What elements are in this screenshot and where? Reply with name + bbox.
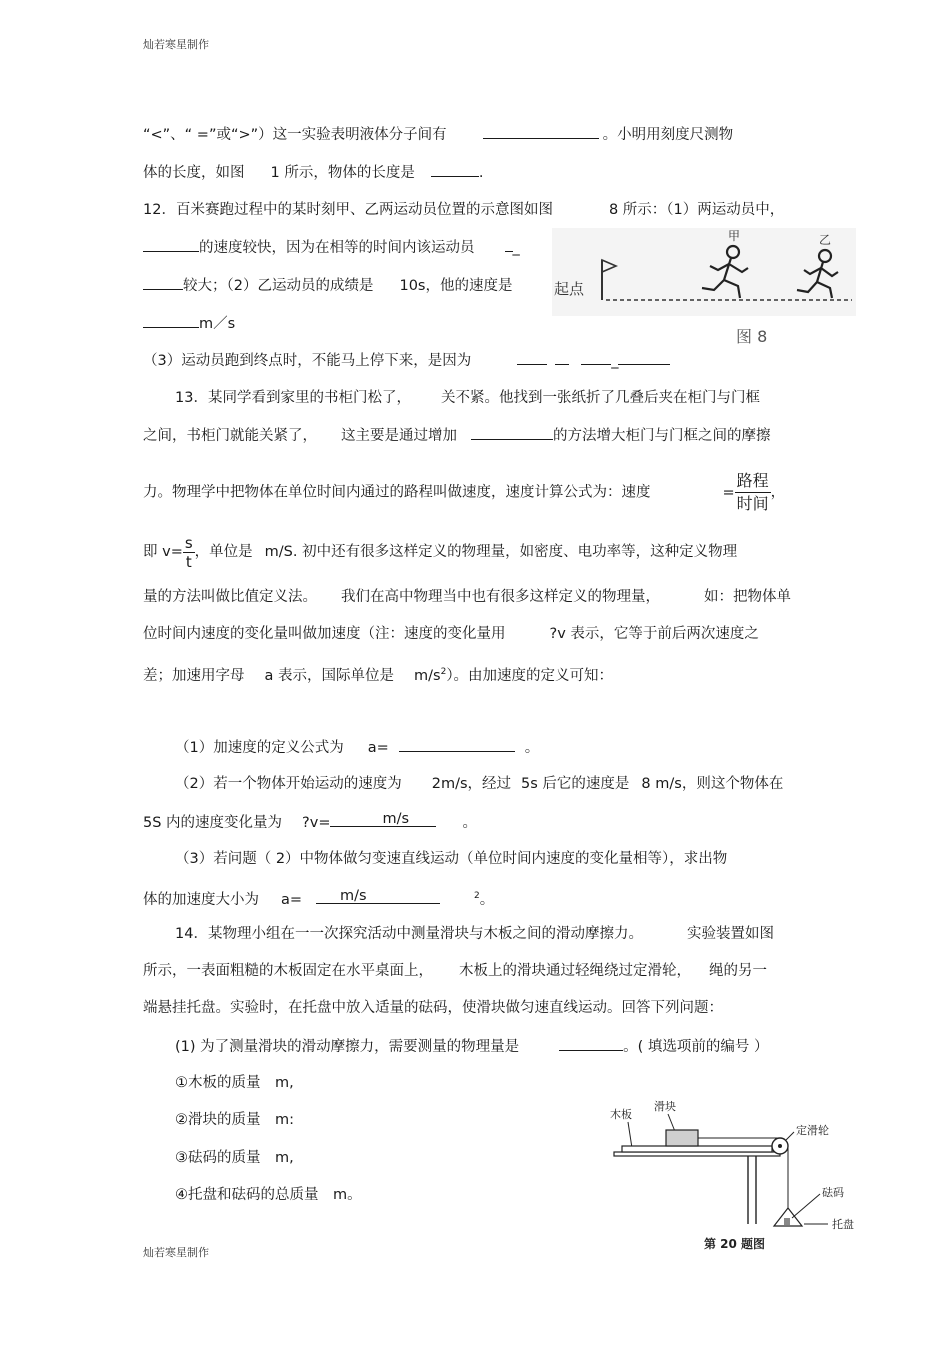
q13-line3: 力。物理学中把物体在单位时间内通过的路程叫做速度，速度计算公式为：速度 = $\frac{\text{路程}}{\text{时间}}$ ， bbox=[143, 471, 786, 513]
q13-line1: 13．某同学看到家里的书柜门松了， 关不紧。他找到一张纸折了几叠后夹在柜门与门框 bbox=[175, 390, 760, 406]
answer-blank[interactable] bbox=[505, 237, 513, 252]
q13-line4: 即 v= $\frac{s}{t}$ ，单位是 m/S. 初中还有很多这样定义的物理量，如密度、电功率等，这种定义物理 bbox=[143, 533, 738, 571]
v-fraction: $\frac{s}{t}$ bbox=[184, 533, 193, 571]
answer-blank[interactable] bbox=[517, 350, 547, 365]
q12-line2: 的速度较快，因为在相等的时间内该运动员 _ bbox=[143, 237, 520, 258]
q12-line3: 较大；（2）乙运动员的成绩是 10s，他的速度是 bbox=[143, 275, 513, 296]
board-label: 木板 bbox=[610, 1108, 632, 1121]
tray-label: 托盘 bbox=[832, 1218, 854, 1231]
weight-label: 砝码 bbox=[822, 1186, 844, 1199]
answer-blank[interactable] bbox=[618, 350, 670, 365]
answer-blank[interactable] bbox=[471, 425, 553, 440]
runner-jia-label: 甲 bbox=[728, 229, 741, 243]
q13-part2-line2: 5S 内的速度变化量为 ?v= m/s 。 bbox=[143, 811, 477, 831]
q13-part3: （3）若问题（ 2）中物体做匀变速直线运动（单位时间内速度的变化量相等），求出物 bbox=[175, 851, 728, 867]
q14-line1: 14．某物理小组在一一次探究活动中测量滑块与木板之间的滑动摩擦力。 实验装置如图 bbox=[175, 926, 774, 942]
weight-icon bbox=[784, 1218, 790, 1225]
answer-blank[interactable] bbox=[143, 275, 183, 290]
q13-line5: 量的方法叫做比值定义法。 我们在高中物理当中也有很多这样定义的物理量， 如：把物体单 bbox=[143, 589, 791, 605]
answer-blank[interactable] bbox=[555, 350, 569, 365]
runner-yi-label: 乙 bbox=[819, 233, 832, 247]
answer-blank[interactable] bbox=[431, 162, 479, 177]
footer-watermark: 灿若寒星制作 bbox=[143, 1246, 209, 1259]
q13-line2: 之间，书柜门就能关紧了， 这主要是通过增加 的方法增大柜门与门框之间的摩擦 bbox=[143, 425, 771, 446]
q14-option-1: ①木板的质量 m, bbox=[175, 1075, 294, 1091]
q13-part1: （1）加速度的定义公式为 a= 。 bbox=[175, 737, 539, 758]
answer-blank[interactable] bbox=[559, 1036, 623, 1051]
q13-line7: 差；加速用字母 a 表示，国际单位是 $m/s^2$）。由加速度的定义可知： bbox=[143, 667, 614, 684]
header-watermark: 灿若寒星制作 bbox=[143, 38, 209, 51]
q14-line2: 所示，一表面粗糙的木板固定在水平桌面上， 木板上的滑块通过轻绳绕过定滑轮， 绳的另一 bbox=[143, 963, 767, 979]
q14-option-3: ③砝码的质量 m, bbox=[175, 1150, 294, 1166]
q14-line4: (1) 为了测量滑块的滑动摩擦力，需要测量的物理量是 。( 填选项前的编号 ） bbox=[175, 1036, 769, 1057]
slider-block bbox=[666, 1130, 698, 1146]
q12-line1: 12．百米赛跑过程中的某时刻甲、乙两运动员位置的示意图如图 8 所示：（1）两运动员中， bbox=[143, 202, 785, 218]
q14-line3: 端悬挂托盘。实验时，在托盘中放入适量的砝码，使滑块做匀速直线运动。回答下列问题： bbox=[143, 1000, 723, 1016]
q14-option-2: ②滑块的质量 m: bbox=[175, 1112, 295, 1128]
q13-part2: （2）若一个物体开始运动的速度为 2m/s，经过 5s 后它的速度是 8 m/s，则这个物体在 bbox=[175, 776, 784, 792]
answer-blank[interactable] bbox=[399, 737, 515, 752]
answer-blank[interactable] bbox=[483, 124, 599, 139]
answer-blank[interactable] bbox=[143, 313, 199, 328]
q12-line4: m／s bbox=[143, 313, 235, 334]
answer-blank[interactable] bbox=[581, 350, 611, 365]
answer-blank[interactable]: m/s bbox=[316, 889, 440, 904]
q12-line5: （3）运动员跑到终点时，不能马上停下来，是因为 _ bbox=[143, 350, 670, 371]
block-label: 滑块 bbox=[654, 1100, 676, 1113]
figure-8-runners bbox=[552, 228, 856, 350]
figure-20-caption: 第 20 题图 bbox=[704, 1237, 766, 1251]
q14-option-4: ④托盘和砝码的总质量 m。 bbox=[175, 1187, 362, 1203]
answer-blank[interactable] bbox=[143, 237, 199, 252]
answer-blank[interactable]: m/s bbox=[330, 812, 436, 827]
q11-line2: 体的长度，如图 1 所示，物体的长度是 . bbox=[143, 162, 483, 183]
q13-part3-line2: 体的加速度大小为 a= m/s $^2$。 bbox=[143, 887, 495, 908]
pulley-label: 定滑轮 bbox=[796, 1124, 829, 1137]
wood-board bbox=[622, 1146, 772, 1152]
figure-8-caption: 图 8 bbox=[736, 327, 768, 346]
speed-fraction: $\frac{\text{路程}}{\text{时间}}$ bbox=[736, 471, 769, 513]
figure-20-apparatus bbox=[608, 1096, 858, 1254]
q11-line1: “<”、“ =”或“>”）这一实验表明液体分子间有 。小明用刻度尺测物 bbox=[143, 124, 733, 145]
q13-line6: 位时间内速度的变化量叫做加速度（注：速度的变化量用 ?v 表示，它等于前后两次速度之 bbox=[143, 626, 759, 642]
start-label: 起点 bbox=[554, 280, 585, 298]
